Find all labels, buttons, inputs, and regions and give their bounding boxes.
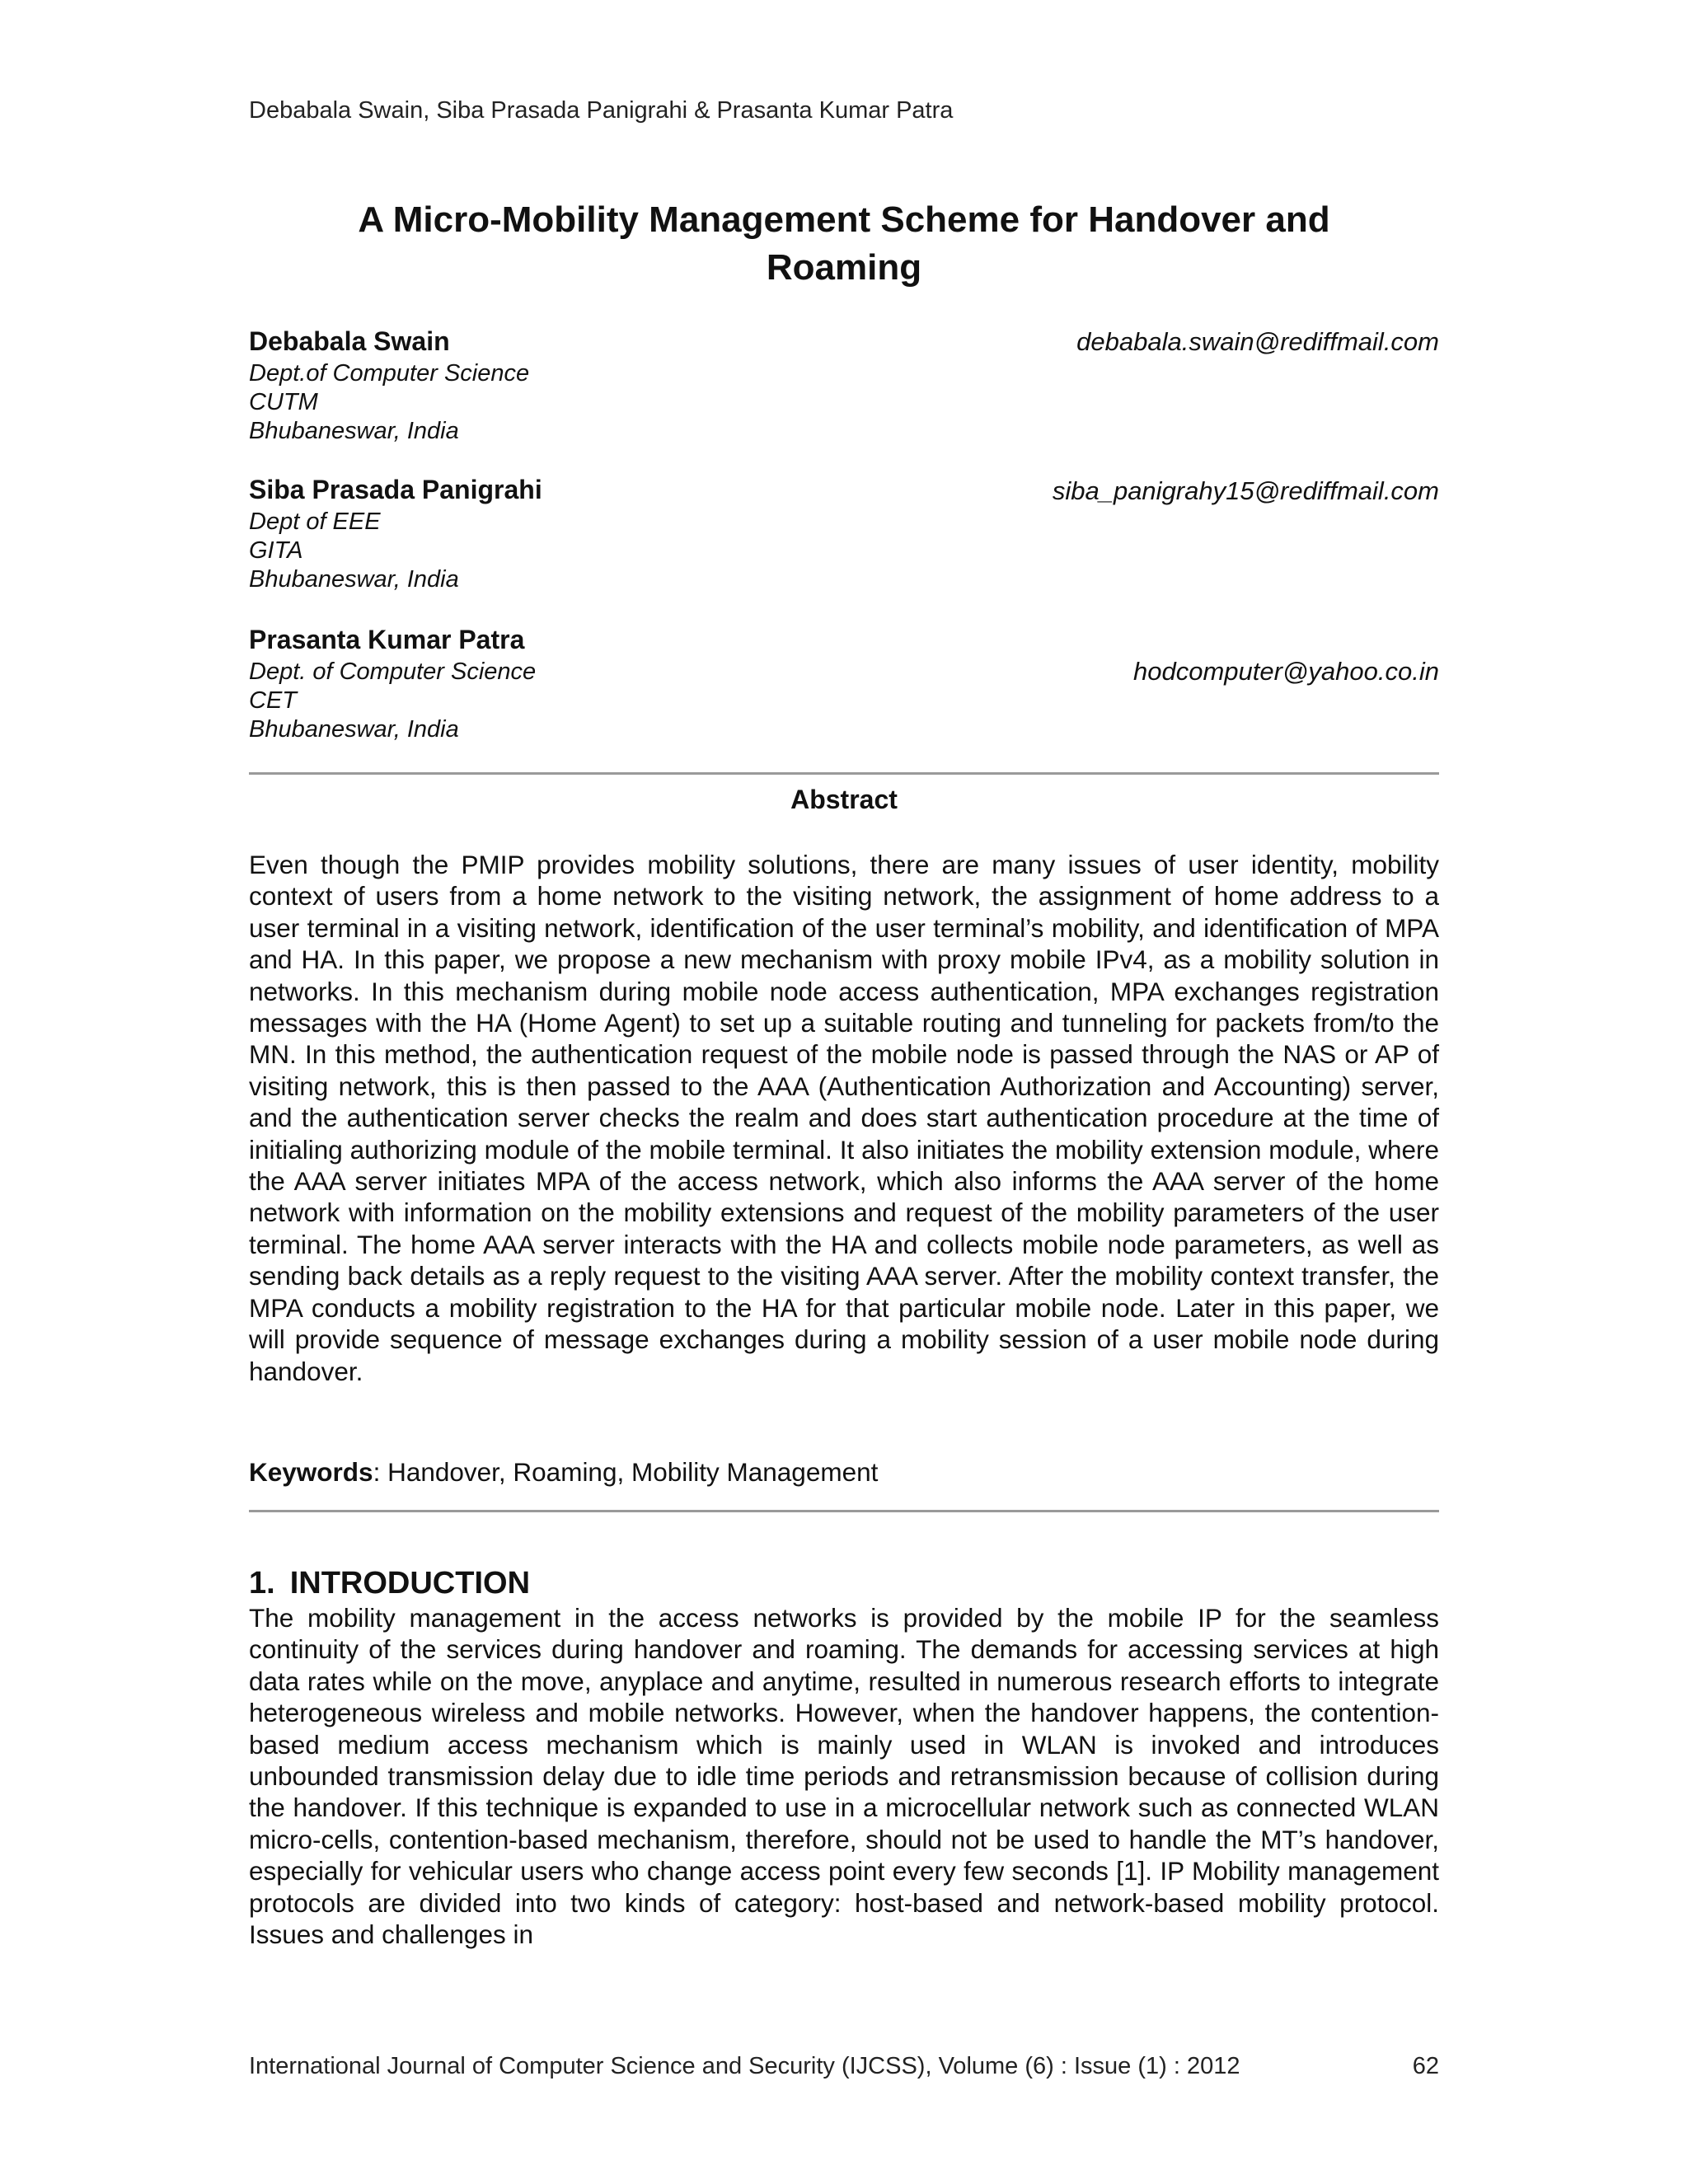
author-email[interactable]: debabala.swain@rediffmail.com bbox=[1076, 327, 1439, 356]
divider bbox=[249, 1510, 1439, 1512]
author-affiliation bbox=[249, 359, 529, 446]
author-city: Bhubaneswar, India bbox=[249, 566, 459, 593]
author-dept: Dept. of Computer Science bbox=[249, 658, 537, 685]
abstract-text: Even though the PMIP provides mobility solutions, there are many issues of user identity, mobility context of users from a home network to the visiting network, the assignment of home address to a user terminal in a visiting network, identification of the user terminal’s mobility, and identification of MPA and HA. In this paper, we propose a new mechanism with proxy mobile IPv4, as a mobility solution in networks. In this mechanism during mobile node access authentication, MPA exchanges registration messages with the HA (Home Agent) to set up a suitable routing and tunneling for packets from/to the MN. In this method, the authentication request of the mobile node is passed through the NAS or AP of visiting network, this is then passed to the AAA (Authentication Authorization and Accounting) server, and the authentication server checks the realm and does start authentication procedure at the time of initialing authorizing module of the mobile terminal. It also initiates the mobility extension module, where the AAA server initiates MPA of the access network, which also informs the AAA server of the home network with information on the mobility extensions and request of the mobility parameters of the user terminal. The home AAA server interacts with the HA and collects mobile node parameters, as well as sending back details as a reply request to the visiting AAA server. After the mobility context transfer, the MPA conducts a mobility registration to the HA for that particular mobile node. Later in this paper, we will provide sequence of message exchanges during a mobility session of a user mobile node during handover. bbox=[249, 850, 1439, 1386]
author-dept: Dept.of Computer Science bbox=[249, 360, 530, 387]
author-institution: CET bbox=[249, 687, 297, 714]
page-number: 62 bbox=[1412, 2053, 1439, 2079]
abstract-heading: Abstract bbox=[790, 785, 898, 814]
title-line-2: Roaming bbox=[766, 247, 922, 288]
section-heading bbox=[249, 1566, 530, 1601]
author-name: Prasanta Kumar Patra bbox=[249, 625, 525, 654]
paper-title bbox=[249, 196, 1439, 292]
author-affiliation bbox=[249, 658, 536, 744]
author-email[interactable]: siba_panigrahy15@rediffmail.com bbox=[1052, 476, 1439, 505]
keywords bbox=[249, 1457, 878, 1488]
section-number: 1. bbox=[249, 1566, 275, 1601]
author-city: Bhubaneswar, India bbox=[249, 418, 459, 444]
journal-footer: International Journal of Computer Science and Security (IJCSS), Volume (6) : Issue (1) : 2012 bbox=[249, 2053, 1240, 2079]
author-institution: CUTM bbox=[249, 389, 318, 415]
introduction-text: The mobility management in the access networks is provided by the mobile IP for the seamless continuity of the services during handover and roaming. The demands for accessing services at high data rates while on the move, anyplace and anytime, resulted in numerous research efforts to integrate heterogeneous wireless and mobile networks. However, when the handover happens, the contention-based medium access mechanism which is mainly used in WLAN is invoked and introduces unbounded transmission delay due to idle time periods and retransmission because of collision during the handover. If this technique is expanded to use in a microcellular network such as connected WLAN micro-cells, contention-based mechanism, therefore, should not be used to handle the MT’s handover, especially for vehicular users who change access point every few seconds [1]. IP Mobility management protocols are divided into two kinds of category: host-based and network-based mobility protocol. Issues and challenges in bbox=[249, 1603, 1439, 1950]
author-affiliation bbox=[249, 508, 459, 594]
keywords-label: Keywords bbox=[249, 1457, 373, 1487]
divider bbox=[249, 772, 1439, 775]
author-name: Debabala Swain bbox=[249, 326, 450, 356]
running-head: Debabala Swain, Siba Prasada Panigrahi & Prasanta Kumar Patra bbox=[249, 97, 954, 124]
section-title: INTRODUCTION bbox=[289, 1566, 531, 1601]
author-city: Bhubaneswar, India bbox=[249, 716, 459, 743]
author-name: Siba Prasada Panigrahi bbox=[249, 475, 542, 504]
author-dept: Dept of EEE bbox=[249, 509, 381, 535]
author-email[interactable]: hodcomputer@yahoo.co.in bbox=[1133, 657, 1439, 686]
title-line-1: A Micro-Mobility Management Scheme for Handover and bbox=[358, 199, 1330, 240]
author-institution: GITA bbox=[249, 537, 303, 564]
keywords-text: : Handover, Roaming, Mobility Management bbox=[373, 1457, 879, 1487]
